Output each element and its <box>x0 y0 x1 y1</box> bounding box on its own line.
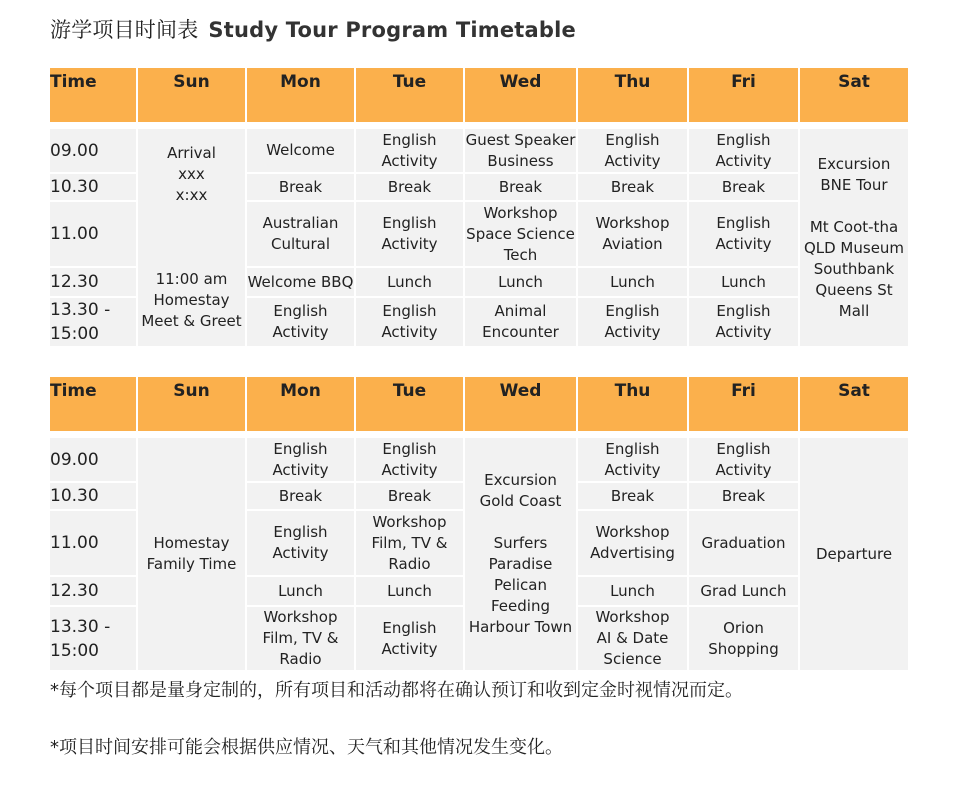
time-cell: 10.30 <box>50 481 136 509</box>
tue-cell: English Activity <box>356 296 463 346</box>
header-sun: Sun <box>138 377 245 431</box>
tue-cell: Lunch <box>356 266 463 296</box>
header-sun: Sun <box>138 68 245 122</box>
thu-cell: English Activity <box>578 127 687 172</box>
thu-cell: Workshop AI & Date Science <box>578 605 687 670</box>
tue-cell: English Activity <box>356 436 463 481</box>
wed-cell: Excursion Gold Coast Surfers Paradise Pelican Feeding Harbour Town <box>465 436 576 670</box>
sat-cell: Departure <box>800 436 908 670</box>
fri-cell: English Activity <box>689 296 798 346</box>
time-cell: 11.00 <box>50 509 136 575</box>
time-cell: 13.30 - 15:00 <box>50 296 136 346</box>
thu-cell: Break <box>578 172 687 200</box>
mon-cell: Welcome <box>247 127 354 172</box>
timetable-week-1 <box>48 68 910 346</box>
mon-cell: Workshop Film, TV & Radio <box>247 605 354 670</box>
time-cell: 12.30 <box>50 266 136 296</box>
header-thu: Thu <box>578 68 687 122</box>
mon-cell: English Activity <box>247 296 354 346</box>
sun-cell: Arrival xxx x:xx 11:00 am Homestay Meet & Greet <box>138 127 245 346</box>
fri-cell: Graduation <box>689 509 798 575</box>
header-sat: Sat <box>800 377 908 431</box>
page-title <box>50 14 576 44</box>
thu-cell: Workshop Aviation <box>578 200 687 266</box>
note-schedule-change: *项目时间安排可能会根据供应情况、天气和其他情况发生变化。 <box>50 737 563 758</box>
fri-cell: English Activity <box>689 200 798 266</box>
thu-cell: English Activity <box>578 296 687 346</box>
tue-cell: Workshop Film, TV & Radio <box>356 509 463 575</box>
time-cell: 10.30 <box>50 172 136 200</box>
fri-cell: Orion Shopping <box>689 605 798 670</box>
tue-cell: Break <box>356 172 463 200</box>
mon-cell: Break <box>247 172 354 200</box>
sat-cell: Excursion BNE Tour Mt Coot-tha QLD Museum Southbank Queens St Mall <box>800 127 908 346</box>
wed-cell: Guest Speaker Business <box>465 127 576 172</box>
thu-cell: Break <box>578 481 687 509</box>
mon-cell: Break <box>247 481 354 509</box>
tue-cell: Break <box>356 481 463 509</box>
header-row <box>50 377 908 431</box>
wed-cell: Workshop Space Science Tech <box>465 200 576 266</box>
tue-cell: Lunch <box>356 575 463 605</box>
title-english: Study Tour Program Timetable <box>208 18 576 42</box>
mon-cell: Australian Cultural <box>247 200 354 266</box>
table-row <box>50 127 908 172</box>
tue-cell: English Activity <box>356 200 463 266</box>
header-wed: Wed <box>465 377 576 431</box>
header-time: Time <box>50 68 136 122</box>
tue-cell: English Activity <box>356 127 463 172</box>
fri-cell: English Activity <box>689 436 798 481</box>
wed-cell: Animal Encounter <box>465 296 576 346</box>
wed-cell: Break <box>465 172 576 200</box>
mon-cell: English Activity <box>247 436 354 481</box>
thu-cell: Lunch <box>578 575 687 605</box>
thu-cell: Lunch <box>578 266 687 296</box>
mon-cell: Lunch <box>247 575 354 605</box>
time-cell: 09.00 <box>50 436 136 481</box>
header-time: Time <box>50 377 136 431</box>
fri-cell: English Activity <box>689 127 798 172</box>
timetable-week-2 <box>48 377 910 670</box>
wed-cell: Lunch <box>465 266 576 296</box>
time-cell: 11.00 <box>50 200 136 266</box>
fri-cell: Grad Lunch <box>689 575 798 605</box>
time-cell: 09.00 <box>50 127 136 172</box>
header-sat: Sat <box>800 68 908 122</box>
header-tue: Tue <box>356 68 463 122</box>
header-tue: Tue <box>356 377 463 431</box>
title-chinese: 游学项目时间表 <box>50 18 199 42</box>
mon-cell: English Activity <box>247 509 354 575</box>
fri-cell: Break <box>689 172 798 200</box>
tue-cell: English Activity <box>356 605 463 670</box>
thu-cell: Workshop Advertising <box>578 509 687 575</box>
time-cell: 12.30 <box>50 575 136 605</box>
header-row <box>50 68 908 122</box>
note-customized: *每个项目都是量身定制的，所有项目和活动都将在确认预订和收到定金时视情况而定。 <box>50 680 743 701</box>
thu-cell: English Activity <box>578 436 687 481</box>
table-row <box>50 436 908 481</box>
mon-cell: Welcome BBQ <box>247 266 354 296</box>
fri-cell: Break <box>689 481 798 509</box>
header-fri: Fri <box>689 68 798 122</box>
time-cell: 13.30 - 15:00 <box>50 605 136 670</box>
header-wed: Wed <box>465 68 576 122</box>
sun-cell: Homestay Family Time <box>138 436 245 670</box>
header-mon: Mon <box>247 377 354 431</box>
fri-cell: Lunch <box>689 266 798 296</box>
header-thu: Thu <box>578 377 687 431</box>
header-mon: Mon <box>247 68 354 122</box>
header-fri: Fri <box>689 377 798 431</box>
